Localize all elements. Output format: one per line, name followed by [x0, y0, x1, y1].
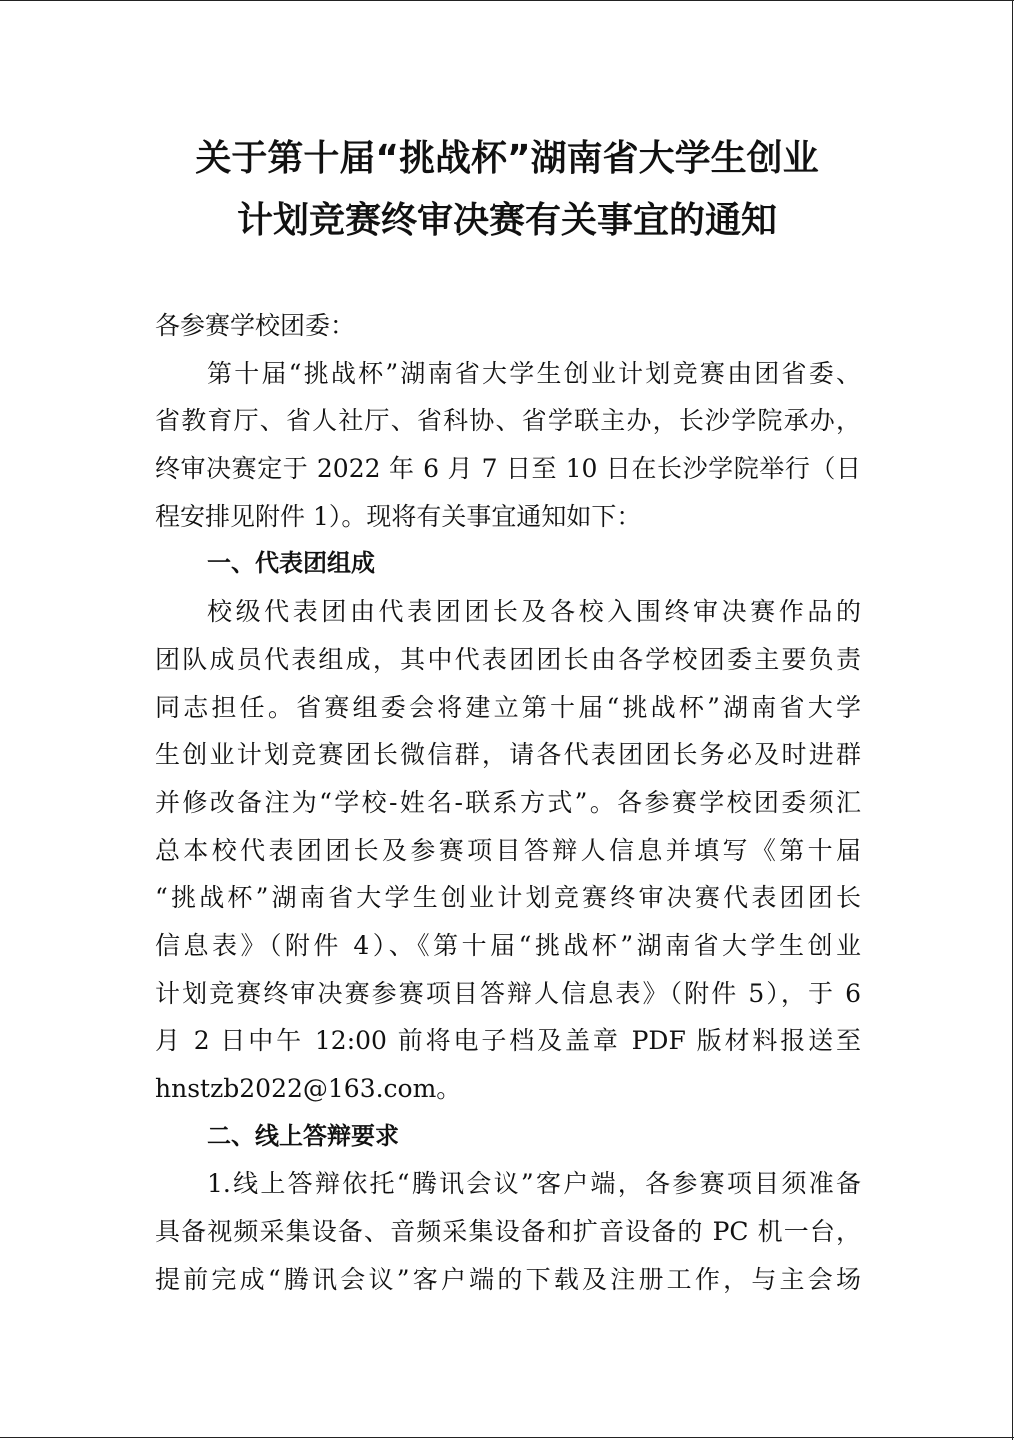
page-border-bottom [0, 1437, 1014, 1438]
document-body [155, 302, 861, 1303]
section2-line: 具备视频采集设备、音频采集设备和扩音设备的 PC 机一台， [155, 1217, 861, 1247]
section1-line: 并修改备注为“学校-姓名-联系方式”。各参赛学校团委须汇 [155, 787, 861, 817]
title-line-1: 关于第十届“挑战杯”湖南省大学生创业 [195, 138, 819, 179]
intro-line: 省教育厅、省人社厅、省科协、省学联主办，长沙学院承办， [155, 406, 861, 436]
section-heading-2: 二、线上答辩要求 [207, 1121, 399, 1150]
intro-line: 第十届“挑战杯”湖南省大学生创业计划竞赛由团省委、 [207, 358, 861, 388]
section-heading-1: 一、代表团组成 [207, 549, 375, 578]
section1-line: 团队成员代表组成，其中代表团团长由各学校团委主要负责 [155, 644, 861, 674]
section2-line: 提前完成“腾讯会议”客户端的下载及注册工作，与主会场 [155, 1264, 861, 1294]
document-title [150, 128, 864, 252]
salutation: 各参赛学校团委： [155, 311, 356, 340]
section1-line: “挑战杯”湖南省大学生创业计划竞赛终审决赛代表团团长 [155, 883, 861, 913]
page-border-right [1012, 0, 1013, 1440]
title-line-2: 计划竞赛终审决赛有关事宜的通知 [236, 200, 777, 241]
section1-line: 同志担任。省赛组委会将建立第十届“挑战杯”湖南省大学 [155, 692, 861, 722]
section1-line: 生创业计划竞赛团长微信群，请各代表团团长务必及时进群 [155, 740, 861, 770]
section1-line: 计划竞赛终审决赛参赛项目答辩人信息表》（附件 5），于 6 [155, 978, 861, 1008]
section1-line: 总本校代表团团长及参赛项目答辩人信息并填写《第十届 [155, 835, 861, 865]
section1-email-line: hnstzb2022@163.com。 [155, 1074, 462, 1103]
section1-line: 月 2 日中午 12:00 前将电子档及盖章 PDF 版材料报送至 [155, 1026, 861, 1056]
section2-line: 1.线上答辩依托“腾讯会议”客户端，各参赛项目须准备 [207, 1169, 861, 1199]
intro-line: 终审决赛定于 2022 年 6 月 7 日至 10 日在长沙学院举行（日 [155, 454, 861, 484]
page-border-top [0, 0, 1014, 1]
section1-line: 校级代表团由代表团团长及各校入围终审决赛作品的 [207, 597, 861, 627]
section1-line: 信息表》（附件 4）、《第十届“挑战杯”湖南省大学生创业 [155, 930, 861, 960]
intro-line: 程安排见附件 1）。现将有关事宜通知如下： [155, 501, 642, 531]
